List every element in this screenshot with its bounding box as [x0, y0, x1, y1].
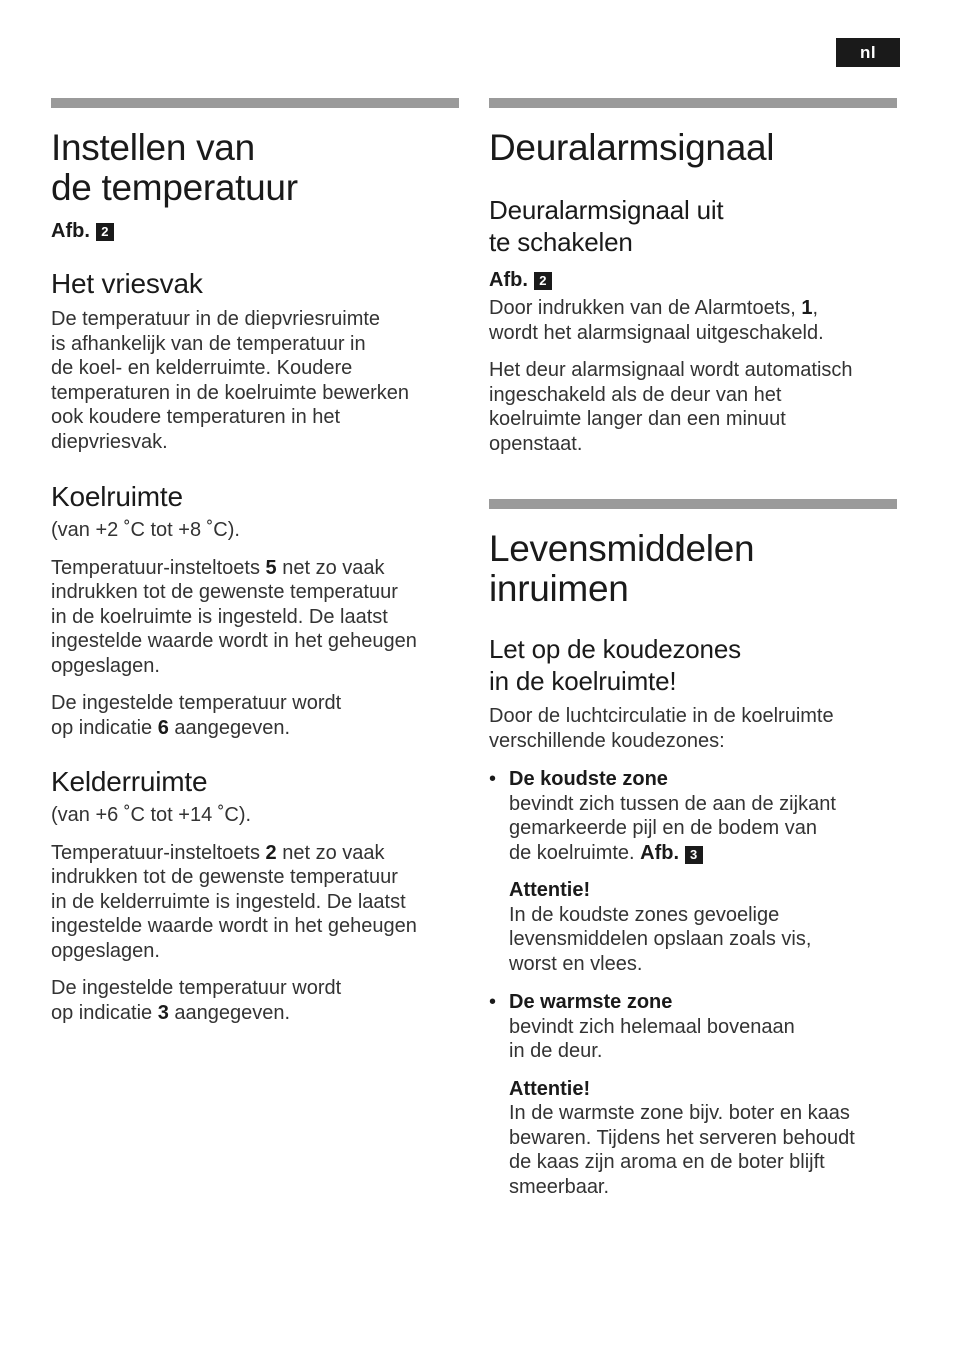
figure-number-badge: 2	[534, 272, 552, 290]
fridge-range: (van +2 ˚C tot +8 ˚C).	[51, 519, 240, 541]
list-item-warmest-zone	[489, 990, 897, 1199]
attention-title: Attentie!	[509, 1077, 591, 1100]
cellar-instruction: Temperatuur-insteltoets 2 net zo vaak indrukken tot de gewenste temperatuur in de kelderruimte is ingesteld. De laatst ingestelde waarde wordt in het geheugen opgeslagen.	[51, 841, 417, 962]
zone-text: bevindt zich helemaal bovenaan in de deur.	[509, 1015, 795, 1062]
cellar-indication: De ingestelde temperatuur wordt op indicatie 3 aangegeven.	[51, 977, 342, 1024]
right-column	[489, 98, 897, 1199]
key-number: 1	[801, 297, 813, 319]
key-number: 5	[265, 556, 277, 579]
list-item-coldest-zone	[489, 767, 897, 976]
heading-freezer: Het vriesvak	[51, 268, 203, 299]
key-number: 2	[265, 841, 277, 864]
attention-text: In de warmste zone bijv. boter en kaas bewaren. Tijdens het serveren behoudt de kaas zijn aroma en de boter blijft smeerbaar.	[509, 1102, 855, 1198]
attention-text: In de koudste zones gevoelige levensmiddelen opslaan zoals vis, worst en vlees.	[509, 903, 812, 975]
fridge-instruction: Temperatuur-insteltoets 5 net zo vaak indrukken tot de gewenste temperatuur in de koelruimte is ingesteld. De laatst ingestelde waarde wordt in het geheugen opgeslagen.	[51, 556, 417, 677]
left-column	[51, 98, 459, 1025]
zone-text: bevindt zich tussen de aan de zijkant gemarkeerde pijl en de bodem van de koelruimte. Afb. 3	[509, 792, 836, 864]
heading-disable-alarm: Deuralarmsignaal uit te schakelen	[489, 195, 724, 257]
section-title-door-alarm: Deuralarmsignaal	[489, 127, 775, 168]
alarm-instruction: Door indrukken van de Alarmtoets, 1, wordt het alarmsignaal uitgeschakeld.	[489, 297, 824, 344]
indicator-number: 3	[157, 1001, 169, 1024]
bullet-dot: •	[489, 991, 497, 1013]
attention-title: Attentie!	[509, 879, 591, 901]
heading-fridge: Koelruimte	[51, 481, 183, 512]
figure-reference: Afb. 2	[489, 269, 897, 292]
figure-number-badge: 2	[96, 223, 114, 241]
zone-title: De koudste zone	[509, 768, 668, 790]
indicator-number: 6	[157, 716, 169, 739]
fridge-indication: De ingestelde temperatuur wordt op indicatie 6 aangegeven.	[51, 692, 342, 739]
alarm-auto-text: Het deur alarmsignaal wordt automatisch ingeschakeld als de deur van het koelruimte langer dan een minuut openstaat.	[489, 359, 853, 455]
zone-title: De warmste zone	[509, 991, 673, 1013]
section-rule	[489, 98, 897, 108]
heading-cellar: Kelderruimte	[51, 766, 208, 797]
freezer-text: De temperatuur in de diepvriesruimte is afhankelijk van de temperatuur in de koel- en kelderruimte. Koudere temperaturen in de koelruimte bewerken ook koudere temperaturen in het diepvriesvak.	[51, 308, 409, 453]
section-title-food-storage: Levensmiddelen inruimen	[489, 528, 755, 609]
figure-reference: Afb. 2	[51, 220, 459, 243]
cellar-range: (van +6 ˚C tot +14 ˚C).	[51, 804, 252, 826]
language-tab: nl	[836, 38, 900, 67]
bullet-dot: •	[489, 768, 497, 790]
section-rule	[489, 499, 897, 509]
cold-zones-intro: Door de luchtcirculatie in de koelruimte verschillende koudezones:	[489, 705, 834, 752]
figure-number-badge: 3	[685, 846, 703, 864]
section-title-temperature: Instellen van de temperatuur	[51, 127, 298, 208]
heading-cold-zones: Let op de koudezones in de koelruimte!	[489, 634, 741, 696]
section-rule	[51, 98, 459, 108]
